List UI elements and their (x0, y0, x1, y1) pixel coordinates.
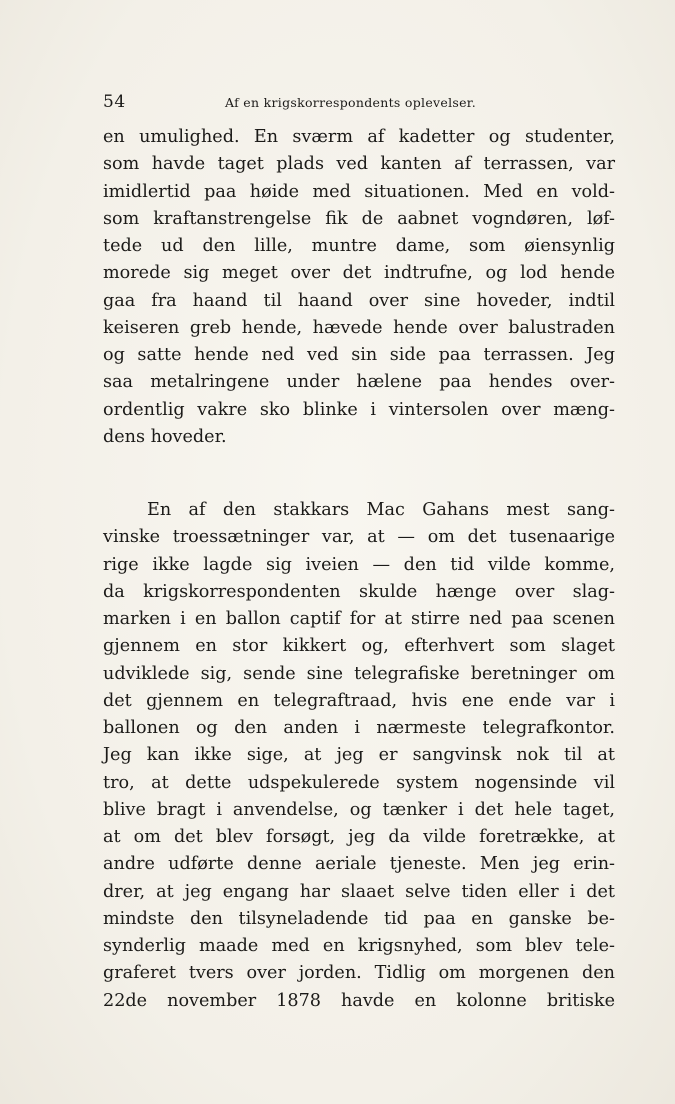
text-line: En af den stakkars Mac Gahans mest sang- (147, 500, 615, 520)
text-line: ordentlig vakre sko blinke i vintersolen over mæng- (103, 399, 615, 420)
text-line: som kraftanstrengelse fik de aabnet vogndøren, løf- (103, 208, 615, 229)
text-line: og satte hende ned ved sin side paa terrassen. Jeg (103, 345, 615, 365)
text-line: marken i en ballon captif for at stirre ned paa scenen (103, 609, 615, 629)
text-line: udviklede sig, sende sine telegrafiske beretninger om (103, 663, 615, 684)
text-line: saa metalringene under hælene paa hendes over- (103, 372, 615, 393)
text-line: graferet tvers over jorden. Tidlig om morgenen den (103, 963, 615, 984)
text-line: dens hoveder. (103, 426, 227, 447)
text-line: drer, at jeg engang har slaaet selve tiden eller i det (103, 881, 615, 902)
paragraph-2 (103, 497, 615, 1015)
text-line: ballonen og den anden i nærmeste telegrafkontor. (103, 718, 615, 738)
text-line: blive bragt i anvendelse, og tænker i det hele taget, (103, 799, 615, 820)
text-line: andre udførte denne aeriale tjeneste. Men jeg erin- (103, 854, 615, 875)
text-line: vinske troessætninger var, at — om det tusenaarige (103, 527, 615, 548)
text-line: gaa fra haand til haand over sine hoveder, indtil (103, 290, 615, 311)
text-line: morede sig meget over det indtrufne, og lod hende (103, 263, 615, 284)
text-line: synderlig maade med en krigsnyhed, som blev tele- (103, 936, 615, 956)
text-line: tede ud den lille, muntre dame, som øiensynlig (103, 236, 615, 256)
text-line: at om det blev forsøgt, jeg da vilde foretrække, at (103, 827, 615, 847)
text-line: keiseren greb hende, hævede hende over balustraden (103, 317, 615, 338)
body-text (103, 124, 615, 1015)
text-line: Jeg kan ikke sige, at jeg er sangvinsk nok til at (103, 745, 615, 766)
page-header (103, 92, 615, 116)
paragraph-gap (103, 451, 615, 497)
text-line: da krigskorrespondenten skulde hænge over slag- (103, 581, 615, 602)
paragraph-1 (103, 124, 615, 451)
text-line: rige ikke lagde sig iveien — den tid vilde komme, (103, 554, 615, 575)
text-line: som havde taget plads ved kanten af terrassen, var (103, 154, 615, 175)
text-line: gjennem en stor kikkert og, efterhvert som slaget (103, 636, 615, 657)
text-line: mindste den tilsyneladende tid paa en ganske be- (103, 908, 615, 929)
text-line: en umulighed. En sværm af kadetter og studenter, (103, 127, 615, 147)
page-number: 54 (103, 92, 126, 112)
running-title: Af en krigskorrespondents oplevelser. (225, 95, 476, 110)
text-line: imidlertid paa høide med situationen. Med en vold- (103, 181, 615, 202)
text-line: 22de november 1878 havde en kolonne britiske (103, 990, 615, 1011)
text-line: tro, at dette udspekulerede system nogensinde vil (103, 772, 615, 793)
text-line: det gjennem en telegraftraad, hvis ene ende var i (103, 690, 615, 711)
